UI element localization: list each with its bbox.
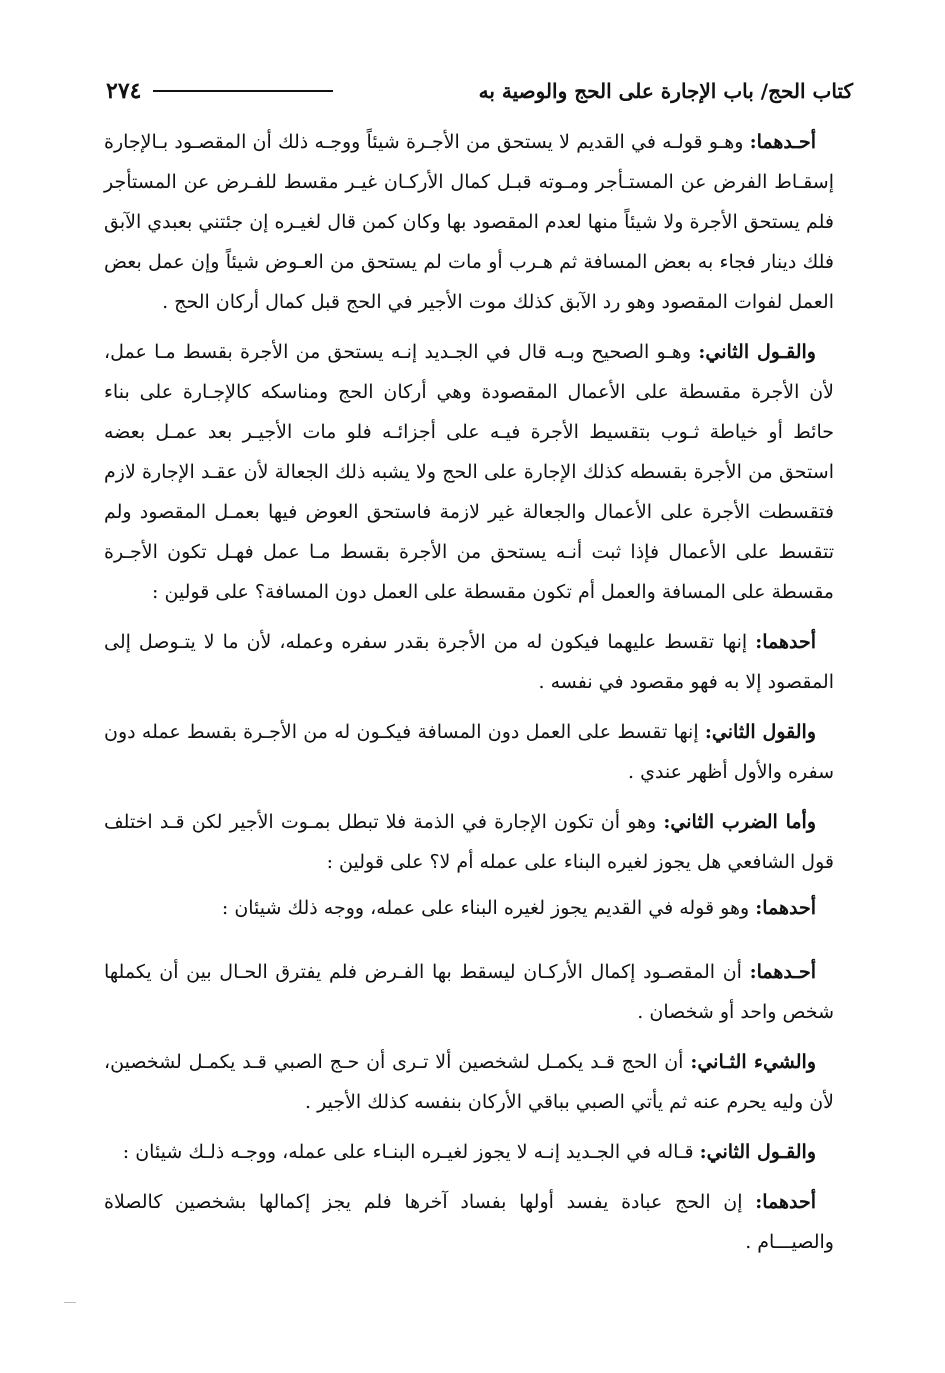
paragraph-lead: أحدهما:: [755, 1191, 816, 1213]
paragraph-text: إنها تقسط عليهما فيكون له من الأجرة بقدر سفره وعمله، لأن ما لا يتـوصل إلى المقصود إلا به فهو مقصود في نفسه .: [104, 631, 834, 693]
paragraph-lead: أحـدهما:: [749, 961, 816, 983]
paragraph: [104, 712, 834, 792]
paragraph-lead: والقـول الثاني:: [699, 1141, 816, 1163]
paragraph-text: إنها تقسط على العمل دون المسافة فيكـون له من الأجـرة بقسط عمله دون سفره والأول أظهر عندي .: [104, 721, 834, 783]
paragraph-lead: أحـدهما:: [749, 131, 816, 153]
paragraph: [104, 1042, 834, 1122]
paragraph: [104, 122, 834, 322]
paragraph: [104, 622, 834, 702]
paragraph-lead: أحدهما:: [755, 897, 816, 919]
paragraph-lead: أحدهما:: [755, 631, 816, 653]
page-header: [98, 74, 853, 108]
paragraph: [104, 888, 834, 928]
paragraph-text: قـاله في الجـديد إنـه لا يجوز لغيـره البنـاء على عمله، ووجـه ذلـك شيئان :: [122, 1141, 700, 1163]
paragraph: [104, 332, 834, 612]
page-number: ٢٧٤: [106, 78, 142, 104]
paragraph-text: وهـو الصحيح وبـه قال في الجـديد إنـه يستحق من الأجرة بقسط مـا عمل، لأن الأجرة مقسطة على الأعمال المقصودة وهي أركان الحج ومناسكه كالإجـارة على بناء حائط أو خياطة ثـوب بتقسيط الأجرة فيـه على أجزائـه فلو مات الأجيـر بعد عمـل بعضه استحق من الأجرة بقسطه كذلك الإجارة على الحج ولا يشبه ذلك الجعالة لأن عقـد الإجارة لازم فتقسطت الأجرة على الأعمال والجعالة غير لازمة فاستحق العوض فيها بعمـل المقصود ولم تتقسط على الأعمال فإذا ثبت أنـه يستحق من الأجرة بقسط مـا عمل فهـل تكون الأجـرة مقسطة على المسافة والعمل أم تكون مقسطة على العمل دون المسافة؟ على قولين :: [104, 341, 834, 603]
header-rule: [153, 90, 333, 92]
paragraph-text: إن الحج عبادة يفسد أولها بفساد آخرها فلم يجز إكمالها بشخصين كالصلاة والصيـــام .: [104, 1191, 834, 1253]
paragraph-text: وهـو قولـه في القديم لا يستحق من الأجـرة شيئاً ووجـه ذلك أن المقصـود بـالإجارة إسقـاط الفرض عن المستـأجر ومـوته قبـل كمال الأركـان غيـر مقسط للفـرض عن المستأجر فلم يستحق الأجرة ولا شيئاً منها لعدم المقصود بها وكان كمن قال لغيـره إن جئتني بعبدي الآبق فلك دينار فجاء به بعض المسافة ثم هـرب أو مات لم يستحق من العـوض شيئاً وإن عمل بعض العمل لفوات المقصود وهو رد الآبق كذلك موت الأجير في الحج قبل كمال أركان الحج .: [104, 131, 834, 313]
margin-mark: [64, 1302, 76, 1303]
paragraph-lead: والقـول الثاني:: [698, 341, 816, 363]
paragraph: [104, 1132, 834, 1172]
paragraph-lead: وأما الضرب الثاني:: [663, 811, 817, 833]
paragraph-text: أن المقصـود إكمال الأركـان ليسقط بها الفـرض فلم يفترق الحـال بين أن يكملها شخص واحد أو شخصان .: [104, 961, 834, 1023]
paragraph: [104, 952, 834, 1032]
page-body: [104, 122, 834, 1272]
paragraph-text: وهو أن تكون الإجارة في الذمة فلا تبطل بمـوت الأجير لكن قـد اختلف قول الشافعي هل يجوز لغيره البناء على عمله أم لا؟ على قولين :: [104, 811, 834, 873]
paragraph: [104, 1182, 834, 1262]
paragraph: [104, 802, 834, 882]
running-title: كتاب الحج/ باب الإجارة على الحج والوصية به: [478, 79, 853, 103]
paragraph-lead: والشيء الثـاني:: [690, 1051, 816, 1073]
paragraph-text: وهو قوله في القديم يجوز لغيره البناء على عمله، ووجه ذلك شيئان :: [221, 897, 756, 919]
paragraph-text: أن الحج قـد يكمـل لشخصين ألا تـرى أن حـج الصبي قـد يكمـل لشخصين، لأن وليه يحرم عنه ثم يأتي الصبي بباقي الأركان بنفسه كذلك الأجير .: [104, 1051, 834, 1113]
paragraph-lead: والقول الثاني:: [704, 721, 816, 743]
